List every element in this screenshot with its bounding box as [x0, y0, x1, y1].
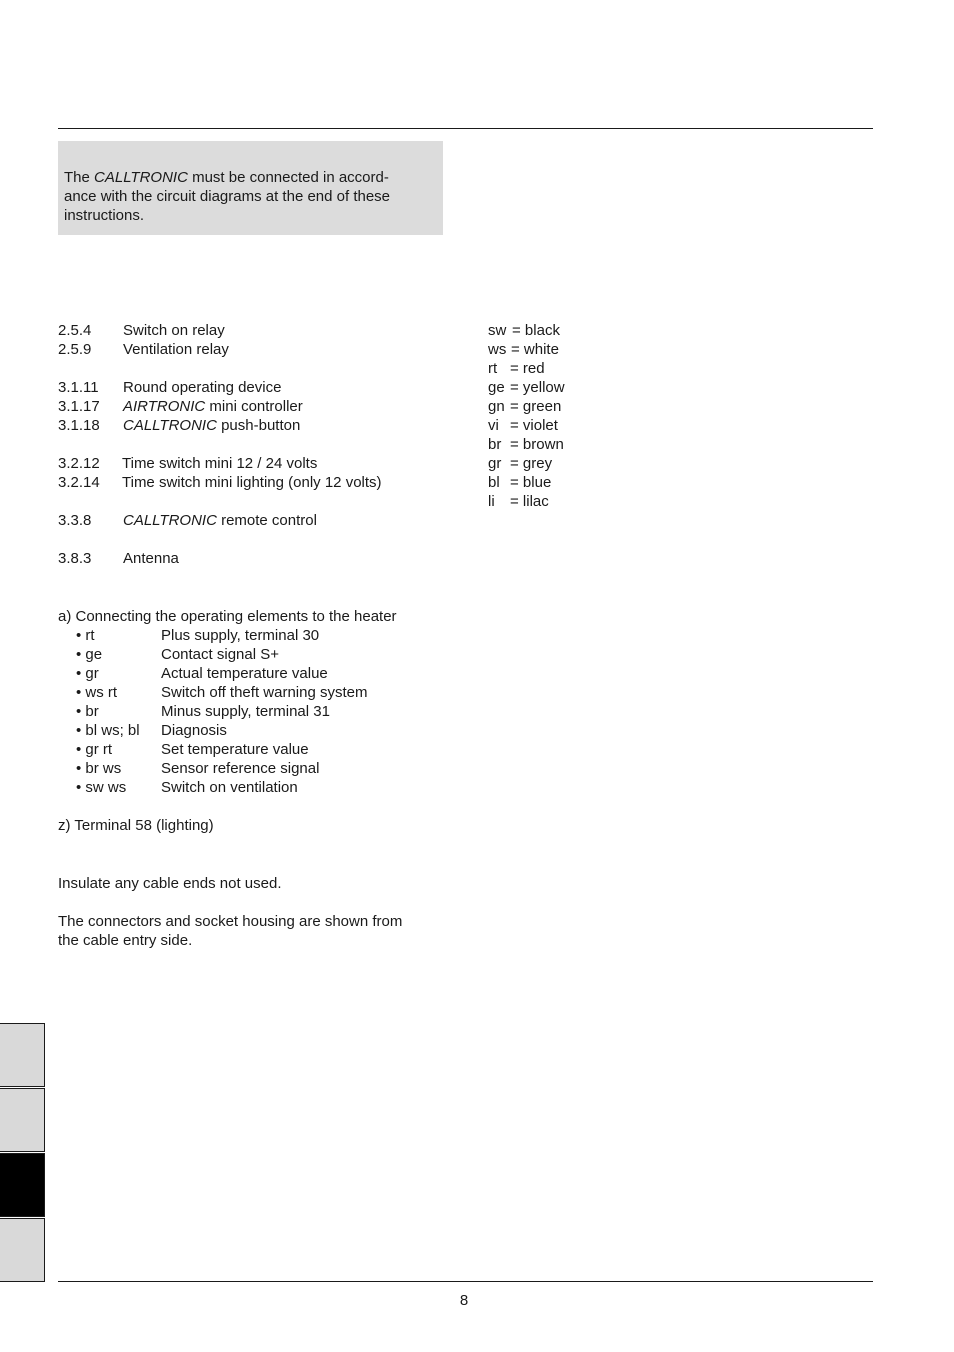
list-item: 3.2.12 Time switch mini 12 / 24 volts [58, 455, 318, 472]
section-tab [0, 1023, 45, 1087]
note-line-2: ance with the circuit diagrams at the end of these [64, 188, 391, 205]
list-item: 3.2.14 Time switch mini lighting (only 12 volts) [58, 474, 382, 491]
connections-heading: a) Connecting the operating elements to the heater [58, 608, 397, 625]
list-item: • ge Contact signal S+ [76, 646, 279, 663]
note-line-1: The CALLTRONIC must be connected in accord- [64, 169, 389, 186]
connections-section [58, 607, 478, 835]
list-item: • bl ws; bl Diagnosis [76, 722, 227, 739]
page-number: 8 [459, 1292, 469, 1309]
list-item: 3.1.18 CALLTRONIC push-button [58, 417, 301, 434]
list-item: • gr Actual temperature value [76, 665, 328, 682]
list-item: • br Minus supply, terminal 31 [76, 703, 330, 720]
list-item: gr = grey [488, 455, 553, 472]
list-item: 3.8.3 Antenna [58, 550, 179, 567]
list-item: • gr rt Set temperature value [76, 741, 309, 758]
list-item: gn = green [488, 398, 562, 415]
bottom-rule [58, 1281, 873, 1282]
list-item: vi = violet [488, 417, 558, 434]
color-code-list [488, 321, 688, 511]
component-list [58, 321, 458, 568]
list-item: ge = yellow [488, 379, 565, 396]
list-item: 2.5.9 Ventilation relay [58, 341, 229, 358]
list-item: rt = red [488, 360, 545, 377]
top-rule [58, 128, 873, 129]
terminal-note: z) Terminal 58 (lighting) [58, 817, 214, 834]
list-item: • br ws Sensor reference signal [76, 760, 320, 777]
list-item: 3.3.8 CALLTRONIC remote control [58, 512, 317, 529]
notes-section [58, 874, 478, 950]
note-brand: CALLTRONIC [94, 169, 188, 186]
section-tabs [0, 1023, 45, 1283]
list-item: • ws rt Switch off theft warning system [76, 684, 368, 701]
connectors-note-line-1: The connectors and socket housing are shown from [58, 913, 403, 930]
list-item: 3.1.17 AIRTRONIC mini controller [58, 398, 303, 415]
list-item: • sw ws Switch on ventilation [76, 779, 298, 796]
list-item: sw = black [488, 322, 560, 339]
insulate-note: Insulate any cable ends not used. [58, 875, 282, 892]
list-item: ws = white [488, 341, 559, 358]
list-item: 3.1.11 Round operating device [58, 379, 282, 396]
list-item: • rt Plus supply, terminal 30 [76, 627, 320, 644]
section-tab [0, 1218, 45, 1282]
section-tab-active [0, 1153, 45, 1217]
list-item: 2.5.4 Switch on relay [58, 322, 225, 339]
list-item: bl = blue [488, 474, 552, 491]
section-tab [0, 1088, 45, 1152]
list-item: li = lilac [488, 493, 549, 510]
connectors-note-line-2: the cable entry side. [58, 932, 193, 949]
list-item: br = brown [488, 436, 564, 453]
connection-note-box [58, 141, 443, 235]
note-line-3: instructions. [64, 207, 145, 224]
